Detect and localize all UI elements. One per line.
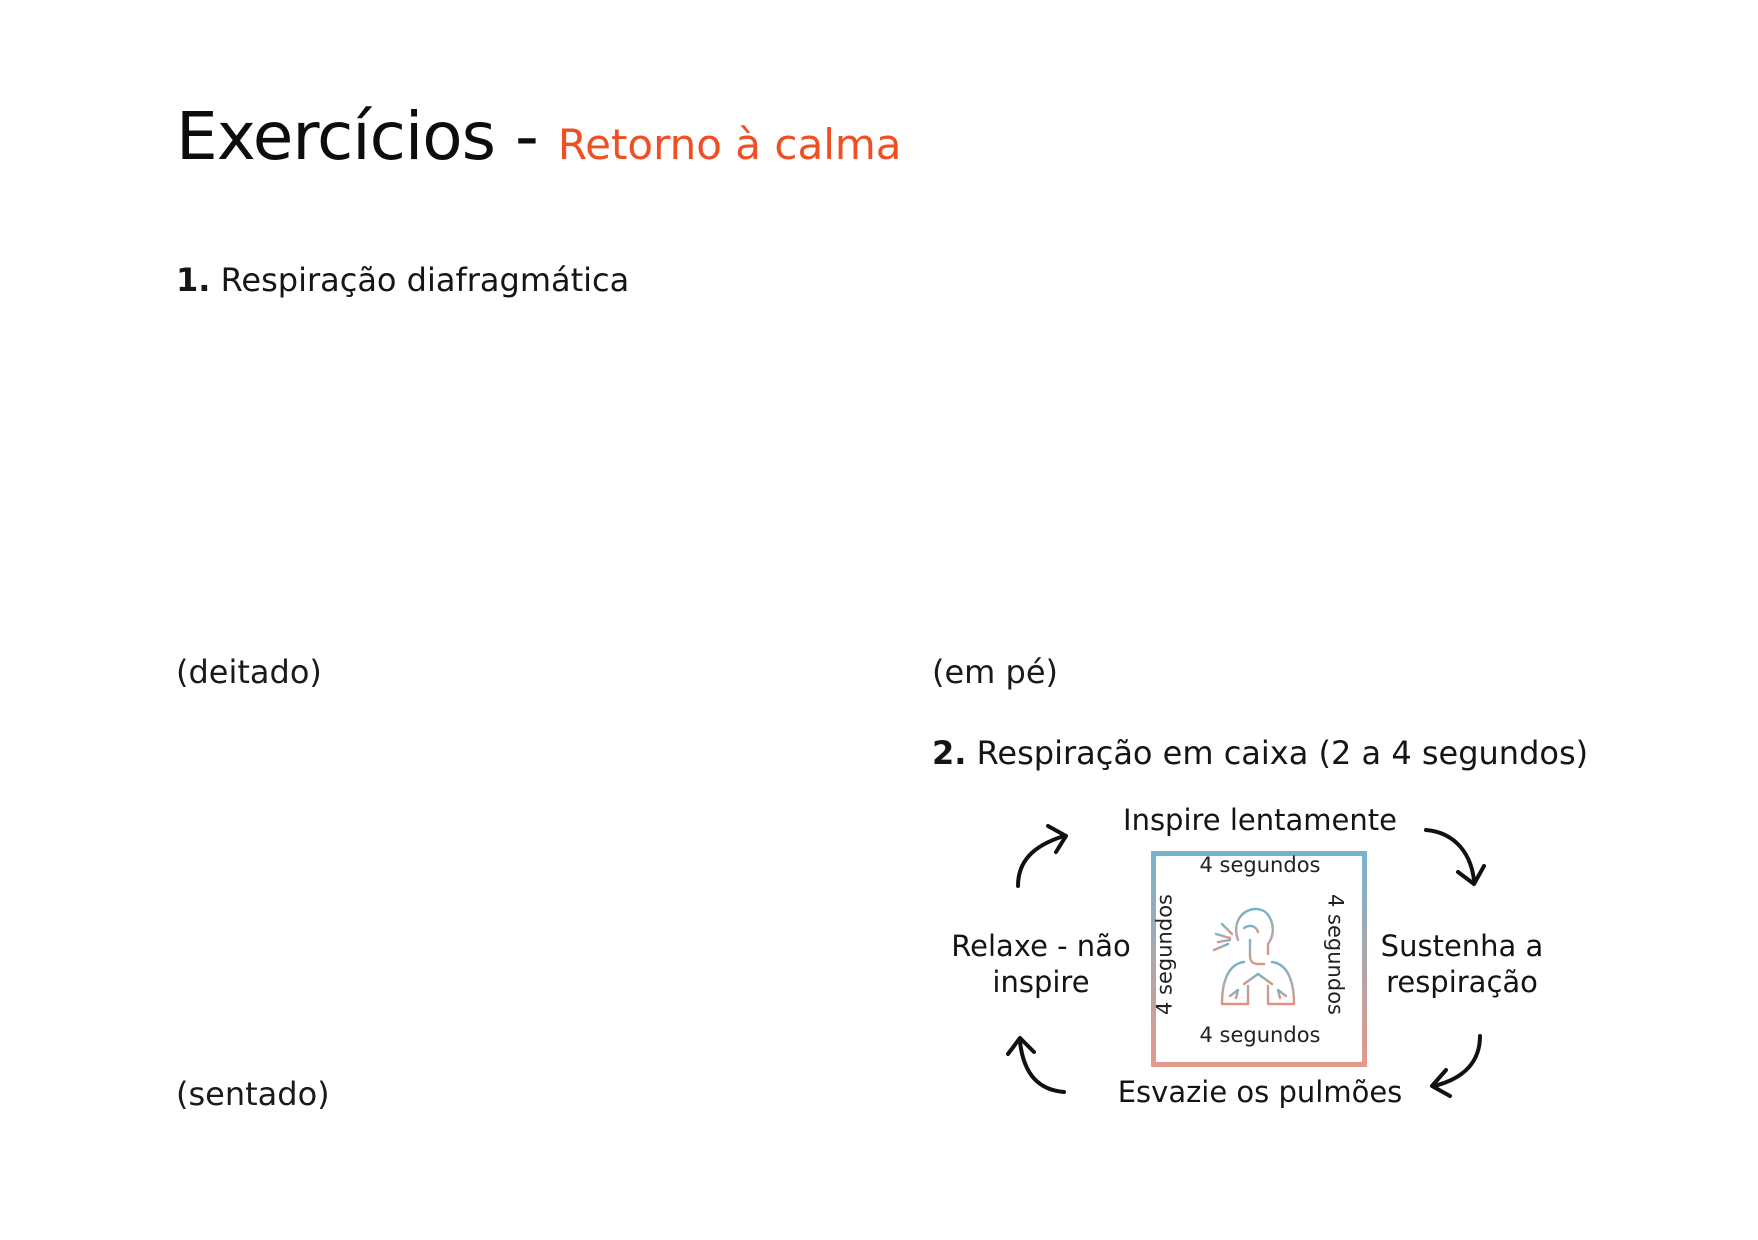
step-relax: Relaxe - não inspire [951,929,1131,1000]
section1-number: 1. [176,261,211,299]
section2-label: Respiração em caixa (2 a 4 segundos) [976,734,1589,772]
page-title [176,98,902,175]
arrow-hold-to-exhale-icon [1420,1030,1486,1100]
section2-heading [932,734,1589,772]
position-standing-label: (em pé) [932,653,1058,691]
arrow-exhale-to-relax-icon [1004,1030,1070,1100]
step-exhale: Esvazie os pulmões [1117,1075,1403,1109]
arrow-inhale-to-hold-icon [1420,822,1486,892]
section2-number: 2. [932,734,967,772]
page-title-main: Exercícios - [176,98,558,175]
position-sitting-label: (sentado) [176,1075,330,1113]
section1-heading [176,261,630,299]
duration-right: 4 segundos [1323,894,1348,1015]
step-inhale: Inspire lentamente [1123,803,1397,837]
section1-label: Respiração diafragmática [220,261,630,299]
duration-bottom: 4 segundos [1199,1023,1321,1047]
position-lying-label: (deitado) [176,653,322,691]
duration-top: 4 segundos [1199,853,1321,877]
arrow-relax-to-inhale-icon [1012,822,1078,892]
page-title-sub: Retorno à calma [557,120,902,169]
step-hold: Sustenha a respiração [1380,929,1544,1000]
duration-left: 4 segundos [1152,894,1177,1015]
respiratory-system-icon [1200,900,1310,1008]
